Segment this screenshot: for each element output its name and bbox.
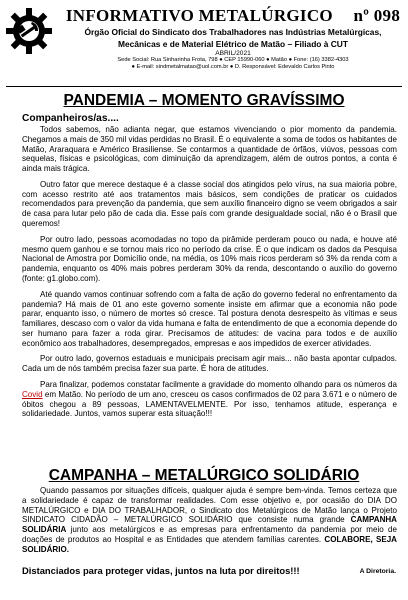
- issue-date: ABRIL/2021: [215, 50, 251, 58]
- paragraph: [22, 380, 397, 419]
- paragraph: Outro fator que merece destaque é a classe social dos atingidos pelo vírus, na sua maioria pobre, com acesso restrito até aos tratamentos mais básicos, sem condições de praticar os cuidados recomendados para prevenção da pandemia, que sem auxílio financeiro digno se veem obrigados a sair de casa para lutar pelo pão de cada dia. Esse país com grande desigualdade social, não é o Brasil que queremos!: [22, 179, 397, 229]
- signature: A Diretoria.: [359, 568, 396, 575]
- paragraph: Por outro lado, governos estaduais e municipais precisam agir mais... não basta apontar culpados. Cada um de nós também precisa fazer sua parte. É hora de atitudes.: [22, 354, 397, 374]
- issue-number: nº 098: [353, 6, 401, 25]
- paragraph-text: em Matão. No período de um ano, cresceu os casos confirmados de 02 para 3.671 e o número de óbitos chegou a 89 pessoas, LAMENTAVELMENTE. Por isso, tenhamos atitude, esperança e solidariedade. Juntos, vamos superar esta situação!!!: [22, 389, 397, 419]
- campanha-heading: CAMPANHA – METALÚRGICO SOLIDÁRIO: [48, 467, 360, 484]
- address-line: Sede Social: Rua Sinharinha Frota, 798 ● CEP 15990-060 ● Matão ● Fone: (16) 3382-4303: [117, 57, 349, 64]
- paragraph-text: junto aos metalúrgicos e as empresas para enfrentamento da pandemia por meio de doações de produtos ao Hospital e as Entidades que atendem famílias carentes.: [22, 525, 397, 544]
- call-to-action: COLABORE, SEJA SOLIDÁRIO.: [22, 534, 397, 554]
- paragraph: Por outro lado, pessoas acomodadas no topo da pirâmide perderam pouco ou nada, e houve até mesmo quem ganhou e se tornou mais rico no período da crise. É o que indicam os dados da Pesquisa Nacional de Amostra por Domicílio onde, na média, os 10% mais ricos perderam só 3% da renda com a pandemia, enquanto os 40% mais pobres perderam 30% da renda, descontando o auxílio do governo (fonte: g1.globo.com).: [22, 234, 397, 283]
- contact-line: ● E-mail: sindmetalmatao@uol.com.br ● D. Responsável: Edevaldo Carlos Pinto: [131, 64, 335, 71]
- gear-hammer-logo-icon: [6, 8, 52, 54]
- masthead-header: [6, 4, 402, 87]
- campaign-name: CAMPANHA SOLIDÁRIA: [22, 515, 397, 535]
- pandemia-article: [22, 125, 397, 425]
- pandemia-heading: PANDEMIA – MOMENTO GRAVÍSSIMO: [63, 92, 345, 109]
- paragraph-text: Para finalizar, podemos constatar facilmente a gravidade do momento olhando para os números da: [40, 379, 397, 389]
- newsletter-title: INFORMATIVO METALÚRGICO: [65, 6, 333, 25]
- campanha-article: [22, 486, 397, 560]
- greeting: Companheiros/as....: [22, 113, 119, 124]
- covid-link[interactable]: Covid: [22, 389, 43, 399]
- paragraph: [22, 486, 397, 554]
- paragraph: Até quando vamos continuar sofrendo com a falta de ação do governo federal no enfrentamento da pandemia? Há mais de 01 ano este governo somente insiste em afirmar que a economia não pode parar, enquanto isso, o número de mortes só cresce. Tal postura denota desrespeito às vítimas e seus familiares, descaso com o valor da vida humana e falta de entendimento de que a economia depende do ser humano para fazer a roda girar. Precisamos de atitudes: de vacina para todos e de auxílio econômico aos trabalhadores, desempregados, empresas e aos impedidos de exercer atividades.: [22, 289, 397, 348]
- paragraph: Todos sabemos, não adianta negar, que estamos vivenciando o pior momento da pandemia. Chegamos a mais de 350 mil vidas perdidas no Brasil. É o equivalente a soma de todos os habitantes de Matão, Araraquara e Américo Brasiliense. Se contarmos a quantidade de órfãos, viúvos, pessoas com sequelas, físicas e psicológicas, com diminuição da aprendizagem, além de outros pontos, a conta é ainda mais trágica.: [22, 125, 397, 174]
- subtitle-line-1: Órgão Oficial do Sindicato dos Trabalhadores nas Indústrias Metalúrgicas,: [84, 27, 382, 37]
- paragraph-text: Quando passamos por situações difíceis, qualquer ajuda é sempre bem-vinda. Temos certeza que a solidariedade é capaz de transformar realidades. Com esse objetivo e, por ocasião do DIA DO METALÚRGICO e DIA DO TRABALHADOR, o Sindicato dos Metalúrgicos de Matão lança o Projeto SINDICATO CIDADÃO – METALÚRGICO SOLIDÁRIO que consiste numa grande: [22, 486, 397, 525]
- closing-slogan: Distanciados para proteger vidas, juntos na luta por direitos!!!: [22, 565, 300, 576]
- subtitle-line-2: Mecânicas e de Material Elétrico de Matão – Filiado à CUT: [118, 38, 348, 49]
